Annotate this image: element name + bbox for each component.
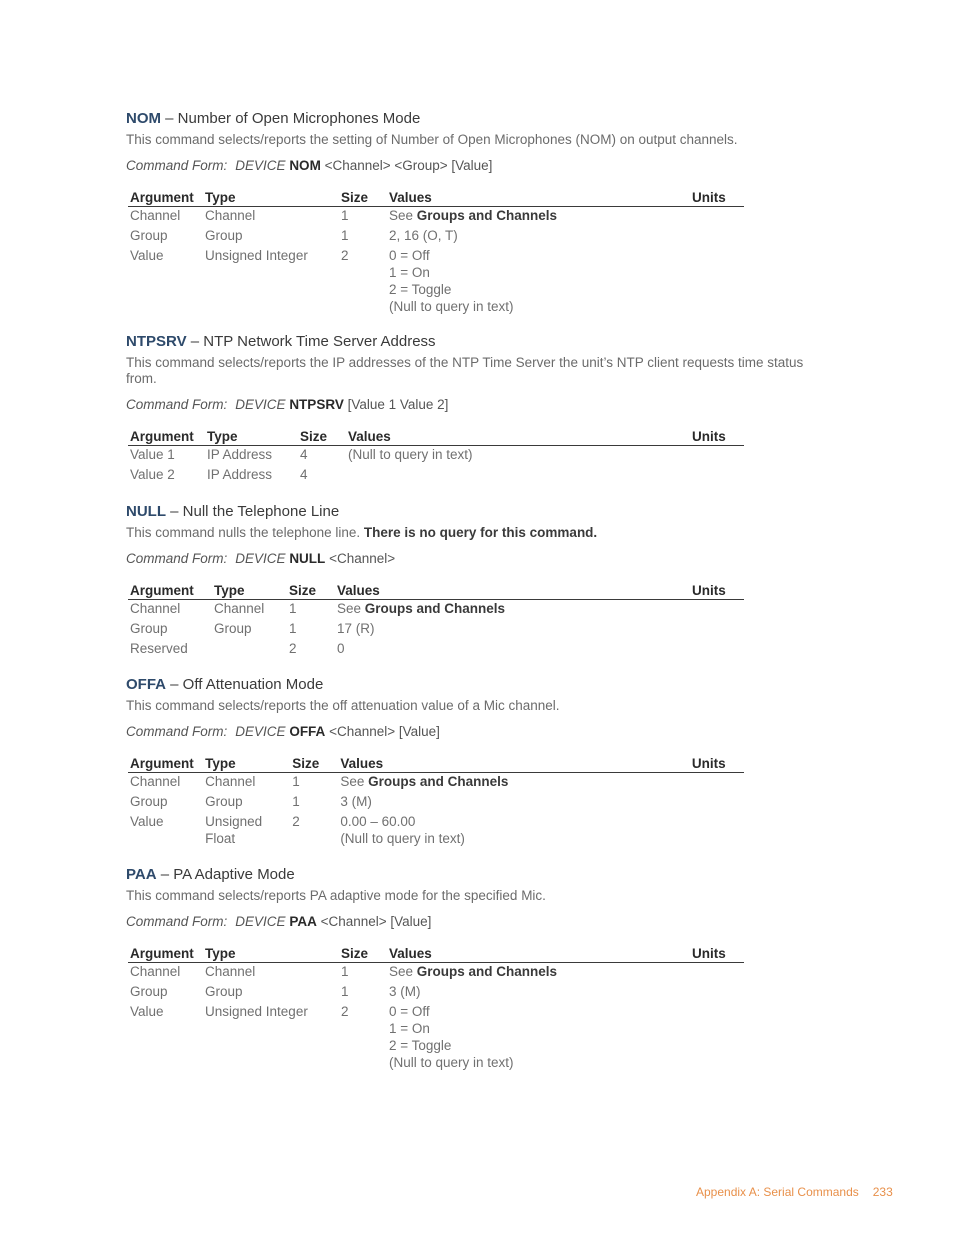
column-header-units: Units: [690, 581, 744, 600]
argument-cell: Channel: [130, 774, 181, 789]
units-cell: [690, 983, 744, 1003]
column-header-argument: Argument: [128, 581, 212, 600]
values-text: 2, 16 (O, T): [389, 228, 458, 243]
column-header-argument: Argument: [128, 754, 203, 773]
groups-and-channels-ref: Groups and Channels: [416, 208, 558, 223]
command-form-code: NTPSRV: [289, 397, 344, 412]
argument-cell: Channel: [130, 208, 181, 223]
command-name: – Off Attenuation Mode: [166, 676, 324, 693]
type-cell: Group: [214, 621, 252, 636]
page-number: 233: [872, 1185, 893, 1199]
column-header-units: Units: [690, 754, 744, 773]
values-cell: [346, 466, 690, 486]
argument-cell: Channel: [130, 964, 181, 979]
command-form-device: DEVICE: [235, 724, 286, 739]
values-text: 3 (M): [340, 794, 372, 809]
value-line: 1 = On: [389, 1021, 430, 1036]
argument-cell: Group: [130, 794, 168, 809]
command-section-nom: [126, 110, 816, 315]
units-cell: [690, 963, 744, 984]
table-header-row: [128, 427, 744, 446]
command-name: – Number of Open Microphones Mode: [161, 110, 421, 127]
values-prefix: See: [389, 208, 417, 223]
command-form-code: NULL: [289, 551, 326, 566]
size-cell: 4: [300, 447, 308, 462]
value-line: (Null to query in text): [340, 831, 465, 846]
column-header-units: Units: [690, 427, 744, 446]
argument-cell: Group: [130, 621, 168, 636]
column-header-argument: Argument: [128, 427, 205, 446]
column-header-size: Size: [298, 427, 346, 446]
size-cell: 1: [341, 984, 349, 999]
size-cell: 2: [341, 248, 349, 263]
command-description: [126, 355, 816, 387]
table-header-row: [128, 188, 744, 207]
type-line: Float: [205, 831, 236, 846]
table-header-row: [128, 754, 744, 773]
size-cell: 1: [289, 601, 297, 616]
value-line: (Null to query in text): [389, 1055, 514, 1070]
command-name: – Null the Telephone Line: [166, 503, 340, 520]
value-line: 2 = Toggle: [389, 282, 452, 297]
column-header-type: Type: [212, 581, 287, 600]
values-text: 17 (R): [337, 621, 375, 636]
table-row: [128, 600, 744, 621]
argument-cell: Value: [130, 1004, 164, 1019]
command-title: [126, 676, 816, 694]
size-cell: 2: [292, 814, 300, 829]
column-header-size: Size: [339, 944, 387, 963]
value-line: 0 = Off: [389, 248, 430, 263]
units-cell: [690, 1003, 744, 1071]
column-header-type: Type: [203, 944, 339, 963]
values-cell: [387, 207, 690, 228]
groups-and-channels-ref: Groups and Channels: [368, 774, 509, 789]
column-header-argument: Argument: [128, 188, 203, 207]
description-note: There is no query for this command.: [363, 525, 598, 540]
units-cell: [690, 207, 744, 228]
command-description: [126, 698, 816, 714]
description-text: This command selects/reports the setting of Number of Open Microphones (NOM) on output channels.: [126, 132, 738, 147]
table-row: [128, 620, 744, 640]
size-cell: 4: [300, 467, 308, 482]
type-cell: Unsigned Integer: [205, 248, 308, 263]
size-cell: 1: [292, 774, 300, 789]
command-form-device: DEVICE: [235, 551, 286, 566]
column-header-size: Size: [290, 754, 338, 773]
size-cell: 1: [292, 794, 300, 809]
table-row: [128, 983, 744, 1003]
argument-cell: Value 1: [130, 447, 175, 462]
type-cell: IP Address: [207, 467, 273, 482]
column-header-type: Type: [205, 427, 298, 446]
command-section-paa: [126, 866, 816, 1071]
argument-table: [128, 427, 744, 486]
table-row: [128, 773, 744, 794]
values-cell: [338, 793, 690, 813]
table-row: [128, 207, 744, 228]
command-form-device: DEVICE: [235, 158, 286, 173]
command-form-label: Command Form:: [126, 397, 228, 412]
type-cell: Group: [205, 794, 243, 809]
column-header-argument: Argument: [128, 944, 203, 963]
command-section-offa: [126, 676, 816, 847]
command-code: NULL: [126, 503, 166, 520]
units-cell: [690, 620, 744, 640]
groups-and-channels-ref: Groups and Channels: [364, 601, 506, 616]
command-code: NOM: [126, 110, 161, 127]
values-text: 3 (M): [389, 984, 421, 999]
values-cell: [387, 963, 690, 984]
argument-table: [128, 581, 744, 660]
argument-table: [128, 944, 744, 1071]
command-form: [126, 397, 816, 413]
command-code: OFFA: [126, 676, 166, 693]
values-prefix: See: [337, 601, 365, 616]
table-row: [128, 813, 744, 847]
command-form-args: [Value 1 Value 2]: [343, 397, 449, 412]
command-section-null: [126, 503, 816, 660]
table-row: [128, 247, 744, 315]
type-cell: Channel: [205, 964, 256, 979]
column-header-values: Values: [335, 581, 690, 600]
table-header-row: [128, 581, 744, 600]
column-header-size: Size: [339, 188, 387, 207]
description-text: This command selects/reports the IP addresses of the NTP Time Server the unit’s NTP client requests time status from.: [126, 355, 804, 386]
command-form-args: <Channel> [Value]: [325, 724, 440, 739]
values-cell: [387, 227, 690, 247]
command-name: – PA Adaptive Mode: [156, 866, 295, 883]
footer-label: Appendix A: Serial Commands: [696, 1185, 859, 1199]
command-title: [126, 503, 816, 521]
type-cell: Channel: [205, 208, 256, 223]
units-cell: [690, 600, 744, 621]
command-title: [126, 333, 816, 351]
type-cell: IP Address: [207, 447, 273, 462]
command-form-args: <Channel>: [325, 551, 396, 566]
size-cell: 2: [341, 1004, 349, 1019]
description-text: This command nulls the telephone line.: [126, 525, 364, 540]
size-cell: 1: [341, 964, 349, 979]
command-form-device: DEVICE: [235, 397, 286, 412]
argument-cell: Group: [130, 228, 168, 243]
values-cell: [338, 773, 690, 794]
size-cell: 1: [289, 621, 297, 636]
column-header-type: Type: [203, 754, 290, 773]
table-row: [128, 640, 744, 660]
column-header-values: Values: [346, 427, 690, 446]
value-line: 2 = Toggle: [389, 1038, 452, 1053]
command-section-ntpsrv: [126, 333, 816, 486]
units-cell: [690, 793, 744, 813]
type-cell: Unsigned Integer: [205, 1004, 308, 1019]
table-header-row: [128, 944, 744, 963]
argument-cell: Group: [130, 984, 168, 999]
argument-table: [128, 188, 744, 315]
groups-and-channels-ref: Groups and Channels: [416, 964, 558, 979]
values-text: 0: [337, 641, 345, 656]
values-cell: [387, 247, 690, 315]
units-cell: [690, 773, 744, 794]
command-code: NTPSRV: [126, 333, 187, 350]
table-row: [128, 963, 744, 984]
command-form-code: NOM: [289, 158, 321, 173]
command-form-code: OFFA: [289, 724, 326, 739]
values-prefix: See: [389, 964, 417, 979]
type-cell: Group: [205, 984, 243, 999]
command-description: [126, 525, 816, 541]
value-line: 0.00 – 60.00: [340, 814, 416, 829]
argument-cell: Reserved: [130, 641, 188, 656]
values-cell: [335, 640, 690, 660]
command-form-device: DEVICE: [235, 914, 286, 929]
type-line: Unsigned: [205, 814, 263, 829]
table-row: [128, 446, 744, 467]
column-header-values: Values: [338, 754, 690, 773]
command-description: [126, 888, 816, 904]
units-cell: [690, 640, 744, 660]
command-form-code: PAA: [289, 914, 317, 929]
column-header-values: Values: [387, 188, 690, 207]
type-cell: Group: [205, 228, 243, 243]
units-cell: [690, 247, 744, 315]
type-cell: [212, 640, 287, 660]
command-code: PAA: [126, 866, 157, 883]
command-description: [126, 132, 816, 148]
command-form: [126, 551, 816, 567]
table-row: [128, 466, 744, 486]
argument-cell: Value: [130, 814, 164, 829]
command-title: [126, 110, 816, 128]
column-header-units: Units: [690, 188, 744, 207]
size-cell: 1: [341, 228, 349, 243]
command-form-args: <Channel> <Group> [Value]: [320, 158, 493, 173]
type-cell: [203, 813, 290, 847]
values-prefix: See: [340, 774, 369, 789]
column-header-type: Type: [203, 188, 339, 207]
units-cell: [690, 466, 744, 486]
argument-table: [128, 754, 744, 847]
type-cell: Channel: [205, 774, 256, 789]
values-cell: [335, 600, 690, 621]
column-header-values: Values: [387, 944, 690, 963]
values-cell: [387, 983, 690, 1003]
column-header-size: Size: [287, 581, 335, 600]
argument-cell: Value 2: [130, 467, 175, 482]
command-form-label: Command Form:: [126, 724, 228, 739]
value-line: (Null to query in text): [389, 299, 514, 314]
command-form: [126, 158, 816, 174]
command-title: [126, 866, 816, 884]
size-cell: 2: [289, 641, 297, 656]
description-text: This command selects/reports the off attenuation value of a Mic channel.: [126, 698, 560, 713]
column-header-units: Units: [690, 944, 744, 963]
command-form-args: <Channel> [Value]: [316, 914, 432, 929]
command-name: – NTP Network Time Server Address: [186, 333, 436, 350]
values-cell: [346, 446, 690, 467]
argument-cell: Value: [130, 248, 164, 263]
command-form-label: Command Form:: [126, 914, 228, 929]
value-line: 0 = Off: [389, 1004, 430, 1019]
table-row: [128, 793, 744, 813]
command-form: [126, 914, 816, 930]
command-form: [126, 724, 816, 740]
table-row: [128, 227, 744, 247]
values-cell: [335, 620, 690, 640]
value-line: 1 = On: [389, 265, 430, 280]
values-text: (Null to query in text): [348, 447, 473, 462]
type-cell: Channel: [214, 601, 265, 616]
table-row: [128, 1003, 744, 1071]
units-cell: [690, 446, 744, 467]
units-cell: [690, 813, 744, 847]
description-text: This command selects/reports PA adaptive mode for the specified Mic.: [126, 888, 546, 903]
page-footer: [696, 1185, 893, 1199]
values-cell: [338, 813, 690, 847]
values-cell: [387, 1003, 690, 1071]
size-cell: 1: [341, 208, 349, 223]
command-form-label: Command Form:: [126, 551, 228, 566]
argument-cell: Channel: [130, 601, 181, 616]
units-cell: [690, 227, 744, 247]
command-form-label: Command Form:: [126, 158, 228, 173]
